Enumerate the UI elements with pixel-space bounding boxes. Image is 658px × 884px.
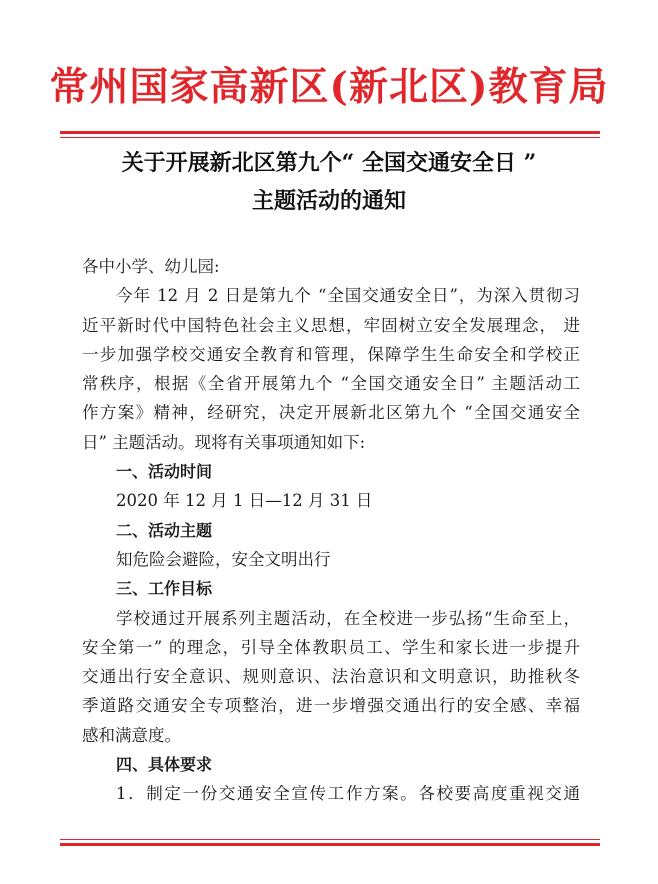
notice-title-line2: 主题活动的通知 <box>251 188 406 214</box>
section1-text: 2020 年 12 月 1 日—12 月 31 日 <box>116 491 373 511</box>
letterhead-org-name: 常州国家高新区(新北区)教育局 <box>49 64 609 110</box>
section2-text: 知危险会避险，安全文明出行 <box>116 549 331 569</box>
footer-rule-thin <box>60 839 600 840</box>
section1-heading: 一、活动时间 <box>116 462 213 482</box>
intro-line: 今年 12 月 2 日是第九个 “全国交通安全日”，为深入贯彻习 <box>116 286 580 306</box>
section3-line: 学校通过开展系列主题活动，在全校进一步弘扬“生命至上， <box>116 608 580 628</box>
section3-line: 安全第一” 的理念，引导全体教职员工、学生和家长进一步提升 <box>82 637 580 657</box>
section4-heading: 四、具体要求 <box>116 755 213 775</box>
intro-line: 近平新时代中国特色社会主义思想，牢固树立安全发展理念， 进 <box>82 315 580 335</box>
section3-line: 感和满意度。 <box>82 725 181 745</box>
notice-title-line1: 关于开展新北区第九个“ 全国交通安全日 ” <box>121 150 537 176</box>
notice-body <box>82 252 580 809</box>
section3-line: 交通出行安全意识、规则意识、法治意识和文明意识，助推秋冬 <box>82 667 580 687</box>
letterhead-rule-thick <box>60 131 600 134</box>
letterhead-rule-thin <box>60 137 600 138</box>
section3-line: 季道路交通安全专项整治，进一步增强交通出行的安全感、幸福 <box>82 696 580 716</box>
salutation: 各中小学、幼儿园: <box>82 257 220 276</box>
intro-line: 常秩序，根据《全省开展第九个 “全国交通安全日” 主题活动工 <box>82 374 580 394</box>
section3-heading: 三、工作目标 <box>116 579 213 599</box>
intro-line: 一步加强学校交通安全教育和管理，保障学生生命安全和学校正 <box>82 344 580 364</box>
footer-rule-thick <box>60 843 600 846</box>
intro-line: 作方案》精神，经研究，决定开展新北区第九个 “全国交通安全 <box>82 403 580 423</box>
section4-item: 1．制定一份交通安全宣传工作方案。各校要高度重视交通 <box>116 784 580 804</box>
section2-heading: 二、活动主题 <box>116 520 213 540</box>
intro-line: 日” 主题活动。现将有关事项通知如下: <box>82 432 366 452</box>
